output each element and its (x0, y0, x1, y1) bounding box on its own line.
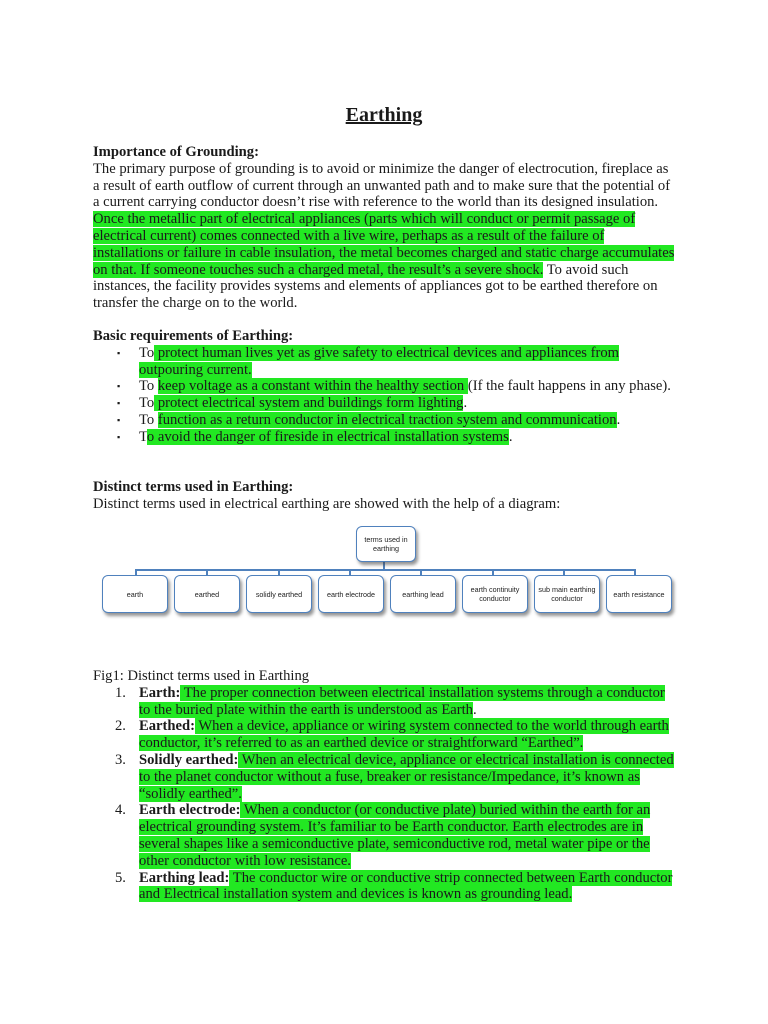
item-number: 2. (115, 718, 126, 735)
item-number: 1. (115, 684, 126, 701)
item-prefix: To (139, 378, 158, 395)
terms-heading: Distinct terms used in Earthing: (93, 479, 294, 495)
item-suffix: . (472, 701, 477, 718)
item-highlight: When an electrical device, appliance or electrical installation is connected to the planet conductor without a fuse, breaker or resistance/Impedance, it’s known as “solidly earthed”. (139, 751, 674, 802)
importance-heading: Importance of Grounding: (93, 144, 259, 160)
importance-text-1: The primary purpose of grounding is to avoid or minimize the danger of electrocution, fireplace as a result of earth outflow of current through an unwanted path and to make sure that the potential of a current carrying conductor doesn’t rise with reference to the world than its designed insulation. (93, 160, 671, 211)
importance-text-2: To avoid such instances, the facility provides systems and elements of appliances got to be earthed therefore on transfer the charge on to the world. (93, 261, 658, 312)
diagram-node-earthed: earthed (174, 575, 240, 613)
figure-caption: Fig1: Distinct terms used in Earthing (93, 668, 310, 684)
item-prefix: To (139, 395, 155, 412)
item-prefix: To (139, 344, 155, 361)
item-highlight: protect electrical system and buildings form lighting (154, 395, 464, 412)
item-suffix: . (616, 411, 621, 428)
list-item (93, 345, 678, 379)
importance-paragraph (93, 161, 678, 312)
item-term: Solidly earthed: (139, 751, 239, 768)
diagram-node-earth-resistance: earth resistance (606, 575, 672, 613)
item-suffix: (If the fault happens in any phase). (467, 378, 671, 395)
bullet-icon: ▪ (117, 381, 121, 392)
item-suffix: . (508, 428, 513, 445)
item-highlight: The conductor wire or conductive strip connected between Earth conductor and Electrical installation system and devices is known as grounding lead. (139, 869, 673, 903)
bullet-icon: ▪ (117, 431, 121, 442)
list-item (93, 412, 678, 429)
item-highlight: The proper connection between electrical installation systems through a conductor to the buried plate within the earth is understood as Earth (139, 684, 665, 718)
item-highlight: protect human lives yet as give safety to electrical devices and appliances from outpouring current. (139, 344, 619, 378)
document-title: Earthing (345, 104, 423, 126)
list-item (93, 718, 678, 752)
terms-section (93, 479, 678, 513)
item-highlight: keep voltage as a constant within the healthy section (157, 378, 468, 395)
list-item (93, 685, 678, 719)
diagram-node-sub-main-earthing-conductor: sub main earthing conductor (534, 575, 600, 613)
diagram-node-earth-electrode: earth electrode (318, 575, 384, 613)
item-number: 4. (115, 802, 126, 819)
list-item (93, 395, 678, 412)
requirements-heading: Basic requirements of Earthing: (93, 328, 294, 344)
bullet-icon: ▪ (117, 414, 121, 425)
importance-section (93, 144, 678, 312)
item-prefix: To (139, 411, 158, 428)
bullet-icon: ▪ (117, 398, 121, 409)
item-highlight: function as a return conductor in electrical traction system and communication (157, 411, 617, 428)
definitions-list (93, 685, 678, 903)
item-suffix: . (463, 395, 468, 412)
importance-highlight: Once the metallic part of electrical appliances (parts which will conduct or permit passage of electrical current) comes connected with a live wire, perhaps as a result of the failure of installations or failure in cable insulation, the metal becomes charged and static charge accumulates on that. If someone touches such a charged metal, the result’s a severe shock. (93, 211, 675, 278)
item-highlight: When a conductor (or conductive plate) buried within the earth for an electrical grounding system. It’s familiar to be Earth conductor. Earth electrodes are in several shapes like a semiconductive plate, semiconductive rod, metal water pipe or the other conductor with low resistance. (139, 802, 651, 869)
list-item (93, 802, 678, 869)
terms-definitions (93, 668, 678, 903)
list-item (93, 429, 678, 446)
diagram-node-solidly-earthed: solidly earthed (246, 575, 312, 613)
diagram-node-earth: earth (102, 575, 168, 613)
item-term: Earthing lead: (139, 869, 230, 886)
diagram-node-earthing-lead: earthing lead (390, 575, 456, 613)
list-item (93, 752, 678, 802)
requirements-list (93, 345, 678, 446)
diagram-root-node: terms used in earthing (356, 526, 416, 562)
item-term: Earth electrode: (139, 802, 241, 819)
item-number: 5. (115, 869, 126, 886)
diagram-node-earth-continuity-conductor: earth continuity conductor (462, 575, 528, 613)
item-term: Earth: (139, 684, 181, 701)
terms-diagram (98, 520, 674, 620)
item-number: 3. (115, 751, 126, 768)
item-term: Earthed: (139, 718, 195, 735)
terms-intro: Distinct terms used in electrical earthing are showed with the help of a diagram: (93, 495, 561, 512)
item-prefix: T (139, 428, 147, 445)
requirements-section (93, 328, 678, 446)
bullet-icon: ▪ (117, 347, 121, 358)
list-item (93, 870, 678, 904)
item-highlight: o avoid the danger of fireside in electrical installation systems (146, 428, 509, 445)
diagram-connector-bar (135, 569, 635, 571)
item-highlight: When a device, appliance or wiring system connected to the world through earth conductor, it’s referred to as an earthed device or straightforward “Earthed”. (139, 718, 669, 752)
list-item (93, 378, 678, 395)
